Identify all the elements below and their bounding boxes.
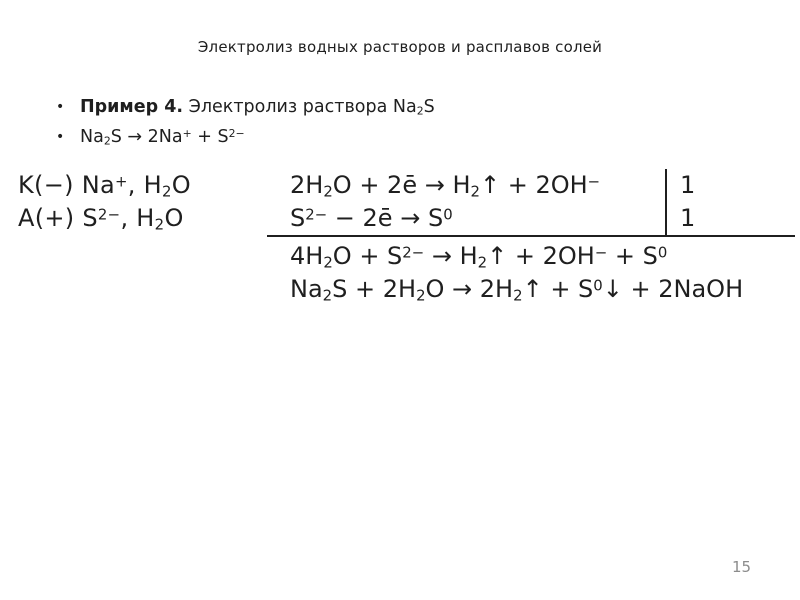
half-reactions-table bbox=[267, 169, 795, 235]
electrode-ions-block bbox=[18, 169, 191, 235]
coefficient-column bbox=[665, 169, 795, 235]
cathode-half-reaction: $2H_2O$ + 2ē → $H_2↑ + 2OH^-$ bbox=[290, 171, 601, 201]
bullet-marker: • bbox=[56, 99, 65, 115]
slide-title: Электролиз водных растворов и расплавов солей bbox=[197, 38, 603, 56]
molecular-equation: $Na_2S + 2H_2O$ → $2H_2↑$ + $S^0↓$ + 2NaOH bbox=[290, 275, 744, 305]
coefficient-value: 1 bbox=[680, 204, 696, 232]
coefficient-value: 1 bbox=[680, 171, 696, 199]
bullet-list bbox=[56, 92, 435, 152]
page-number: 15 bbox=[732, 558, 752, 576]
reactions-block bbox=[267, 169, 795, 306]
bullet-marker: • bbox=[56, 129, 65, 145]
bullet-bold-label: Пример 4. bbox=[80, 97, 184, 117]
cathode-line: K(−) Na+, $H_2O$ bbox=[18, 171, 191, 201]
bullet-item-example bbox=[56, 92, 435, 122]
half-reaction-equations bbox=[267, 169, 665, 235]
anode-line: A(+) $S^{2-}$, $H_2O$ bbox=[18, 204, 184, 234]
ionic-equation: $4H_2O + S^{2-}$ → $H_2↑ + 2OH^- + S^0$ bbox=[290, 242, 668, 272]
anode-half-reaction: $S^{2-}$ − 2ē → $S^0$ bbox=[290, 204, 453, 232]
summary-equations bbox=[267, 235, 795, 306]
bullet-rest: $Na_2S \to 2Na^+ + S^{2-}$ bbox=[80, 127, 245, 148]
bullet-item-dissociation bbox=[56, 122, 435, 152]
bullet-text bbox=[80, 122, 245, 152]
bullet-rest: Электролиз раствора $Na_2S$ bbox=[183, 97, 435, 118]
bullet-text bbox=[80, 92, 435, 122]
